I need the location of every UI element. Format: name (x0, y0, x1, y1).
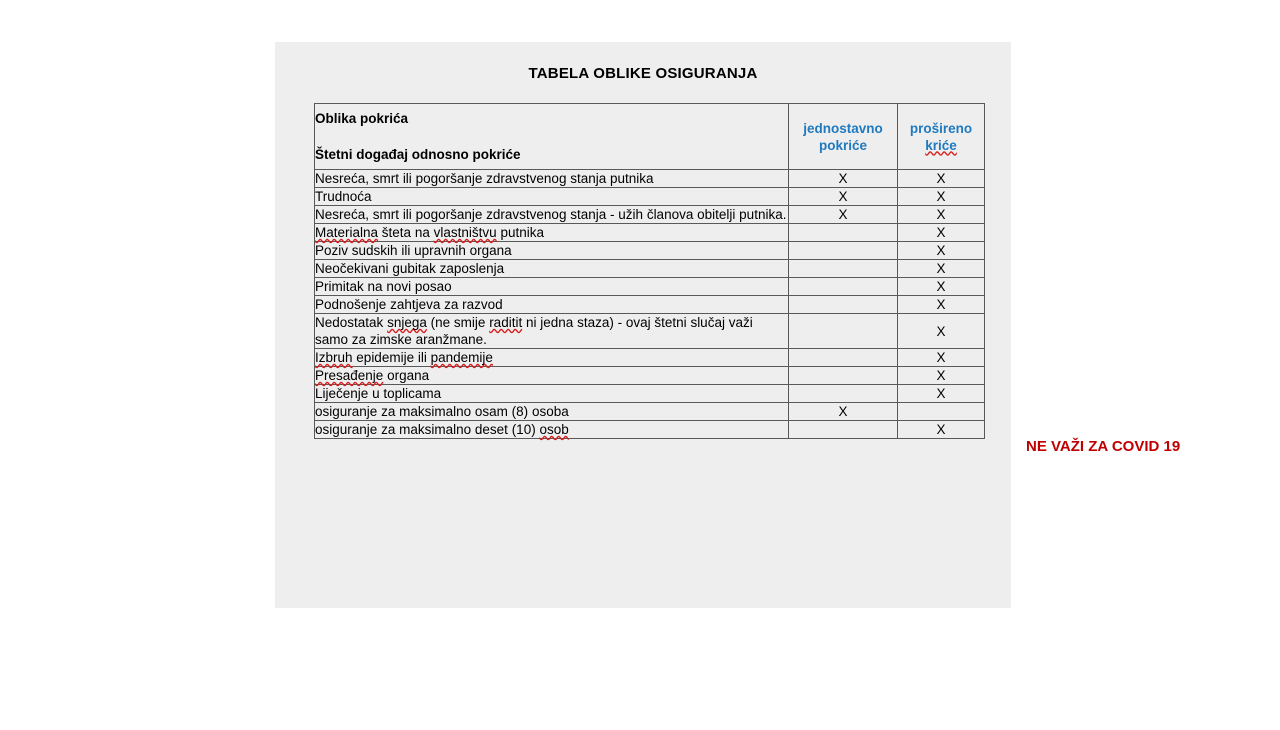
basic-coverage-cell (789, 296, 898, 314)
extended-coverage-cell: X (898, 188, 985, 206)
extended-coverage-cell: X (898, 242, 985, 260)
row-description: osiguranje za maksimalno osam (8) osoba (315, 403, 789, 421)
row-description: osiguranje za maksimalno deset (10) osob (315, 421, 789, 439)
row-description: Neočekivani gubitak zaposlenja (315, 260, 789, 278)
extended-coverage-cell: X (898, 314, 985, 349)
row-description: Nesreća, smrt ili pogoršanje zdravstvenog stanja putnika (315, 170, 789, 188)
table-header (315, 104, 985, 170)
basic-coverage-cell (789, 385, 898, 403)
document-panel (275, 42, 1011, 608)
basic-coverage-cell (789, 242, 898, 260)
column-header-description-line1: Oblika pokrića (315, 111, 409, 126)
row-description: Izbruh epidemije ili pandemije (315, 349, 789, 367)
basic-coverage-cell (789, 224, 898, 242)
row-description: Poziv sudskih ili upravnih organa (315, 242, 789, 260)
extended-coverage-line2: kriće (925, 137, 957, 153)
spellcheck-word: osob (539, 422, 569, 437)
row-description: Podnošenje zahtjeva za razvod (315, 296, 789, 314)
extended-coverage-cell: X (898, 296, 985, 314)
spellcheck-word: Presađenje (315, 368, 384, 383)
basic-coverage-line2: pokriće (818, 137, 868, 153)
basic-coverage-cell: X (789, 188, 898, 206)
table-row (315, 206, 985, 224)
extended-coverage-cell: X (898, 224, 985, 242)
row-description: Nedostatak snjega (ne smije raditit ni jedna staza) - ovaj štetni slučaj važi samo za zimske aranžmane. (315, 314, 789, 349)
spellcheck-word: vlastništvu (433, 225, 497, 240)
spellcheck-word: raditit (489, 315, 523, 330)
basic-coverage-cell (789, 260, 898, 278)
spellcheck-word: pandemije (430, 350, 493, 365)
column-header-extended-coverage (898, 104, 985, 170)
table-row (315, 278, 985, 296)
table-row (315, 242, 985, 260)
spellcheck-word: Materialna (315, 225, 379, 240)
table-row (315, 224, 985, 242)
table-header-row (315, 104, 985, 170)
column-header-description-line2: Štetni događaj odnosno pokriće (315, 147, 521, 162)
basic-coverage-cell: X (789, 170, 898, 188)
extended-coverage-cell: X (898, 385, 985, 403)
table-row (315, 170, 985, 188)
basic-coverage-cell (789, 314, 898, 349)
table-row (315, 349, 985, 367)
row-description: Materialna šteta na vlastništvu putnika (315, 224, 789, 242)
table-row (315, 260, 985, 278)
header-spacer (315, 127, 788, 146)
column-header-description (315, 104, 789, 170)
basic-coverage-cell (789, 349, 898, 367)
table-row (315, 385, 985, 403)
extended-coverage-cell: X (898, 349, 985, 367)
basic-coverage-cell (789, 367, 898, 385)
insurance-coverage-table (314, 103, 985, 439)
table-row (315, 296, 985, 314)
table-row (315, 403, 985, 421)
spellcheck-word: snjega (387, 315, 427, 330)
table-body (315, 170, 985, 439)
row-description: Primitak na novi posao (315, 278, 789, 296)
row-description: Liječenje u toplicama (315, 385, 789, 403)
basic-coverage-cell (789, 421, 898, 439)
extended-coverage-cell: X (898, 206, 985, 224)
extended-coverage-cell: X (898, 170, 985, 188)
row-description: Presađenje organa (315, 367, 789, 385)
page-title: TABELA OBLIKE OSIGURANJA (528, 65, 758, 82)
column-header-basic-coverage (789, 104, 898, 170)
extended-coverage-cell: X (898, 367, 985, 385)
table-row (315, 314, 985, 349)
extended-coverage-line1: prošireno (909, 120, 973, 136)
table-row (315, 421, 985, 439)
basic-coverage-cell: X (789, 403, 898, 421)
spellcheck-word: Izbruh (315, 350, 353, 365)
extended-coverage-cell (898, 403, 985, 421)
row-description: Nesreća, smrt ili pogoršanje zdravstvenog stanja - užih članova obitelji putnika. (315, 206, 789, 224)
extended-coverage-cell: X (898, 278, 985, 296)
covid-exclusion-note: NE VAŽI ZA COVID 19 (1026, 438, 1181, 455)
extended-coverage-cell: X (898, 421, 985, 439)
basic-coverage-cell (789, 278, 898, 296)
extended-coverage-cell: X (898, 260, 985, 278)
basic-coverage-line1: jednostavno (803, 120, 883, 136)
basic-coverage-cell: X (789, 206, 898, 224)
row-description: Trudnoća (315, 188, 789, 206)
table-row (315, 367, 985, 385)
table-row (315, 188, 985, 206)
